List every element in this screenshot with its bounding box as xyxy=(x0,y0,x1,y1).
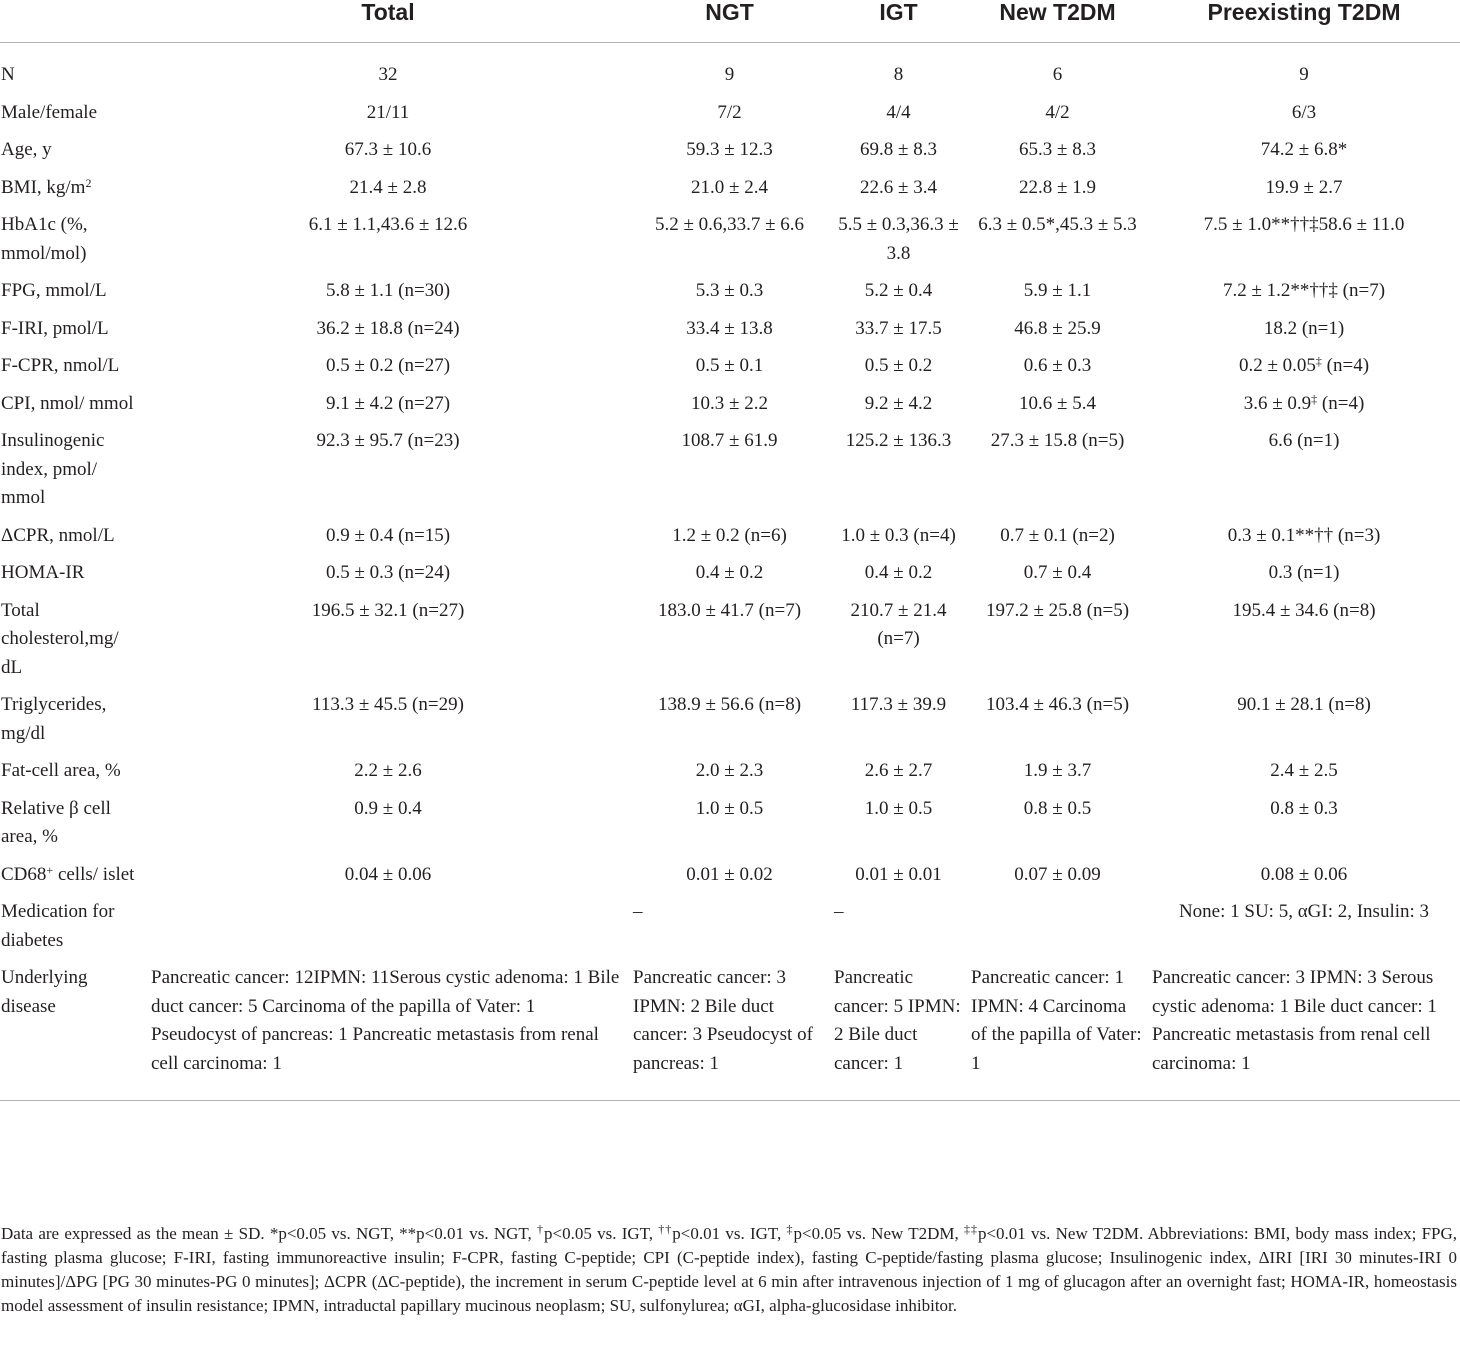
row-label: F-CPR, nmol/L xyxy=(1,355,120,376)
row-label: F-IRI, pmol/L xyxy=(1,317,109,339)
footnote-text: p<0.01 vs. New T2DM. Abbreviations: BMI, body mass index; FPG, fasting plasma glucose; F-IRI, fasting immunoreactive insulin; F-CPR, fasting C-peptide; CPI (C-peptide index), fasting C-peptide/fasting plasma glucose; Insulinogenic index, ΔIRI [IRI 30 minutes-IRI 0 minutes]/ΔPG [PG 30 minutes-PG 0 minutes]; ΔCPR (ΔC-peptide), the increment in serum C-peptide level at 6 min after intravenous injection of 1 mg of glucagon after an overnight fast; HOMA-IR, homeostasis model assessment of insulin resistance; IPMN, intraductal papillary mucinous neoplasm; SU, sulfonylurea; αGI, alpha-glucosidase inhibitor. xyxy=(1,1224,1458,1315)
row-label: Relative β cell area, % xyxy=(1,797,111,847)
cell-total: 21/11 xyxy=(366,101,410,123)
cell-new-t2dm: 0.6 ± 0.3 xyxy=(1023,355,1092,376)
row-label: N xyxy=(1,64,15,85)
row-label: Triglycerides, mg/dl xyxy=(1,694,107,744)
cell-ngt: 0.4 ± 0.2 xyxy=(695,562,764,583)
cell-value-tail: (n=4) xyxy=(1317,392,1365,414)
cell-total: 9.1 ± 4.2 (n=27) xyxy=(325,392,451,414)
cell-ngt: 5.3 ± 0.3 xyxy=(695,280,764,301)
table-row xyxy=(0,861,1460,899)
table-row xyxy=(0,315,1460,353)
row-label: Male/female xyxy=(1,101,98,123)
cell-new-t2dm: 46.8 ± 25.9 xyxy=(1014,317,1101,339)
cell-igt: 0.01 ± 0.01 xyxy=(855,863,942,885)
footnote-text: p<0.05 vs. New T2DM, xyxy=(793,1224,964,1243)
cell-total: 36.2 ± 18.8 (n=24) xyxy=(316,317,460,339)
header-new-t2dm: New T2DM xyxy=(967,0,1148,43)
header-igt: IGT xyxy=(830,0,967,43)
cell-new-t2dm: Pancreatic cancer: 1 IPMN: 4 Carcinoma of the papilla of Vater: 1 xyxy=(967,964,1148,1101)
cell-preexisting-t2dm xyxy=(1148,390,1460,428)
cell-total xyxy=(147,898,629,964)
cell-total: 0.04 ± 0.06 xyxy=(344,863,432,885)
cell-total: 0.9 ± 0.4 xyxy=(354,797,422,819)
row-label: Age, y xyxy=(1,139,52,160)
cell-new-t2dm: 0.7 ± 0.4 xyxy=(1023,562,1092,583)
table-row xyxy=(0,522,1460,560)
cell-ngt: 7/2 xyxy=(717,101,742,123)
cell-total: 0.5 ± 0.2 (n=27) xyxy=(325,355,451,376)
cell-preexisting-t2dm: 18.2 (n=1) xyxy=(1263,317,1345,339)
row-label: Medication for diabetes xyxy=(1,901,115,951)
row-label: FPG, mmol/L xyxy=(1,280,107,301)
cell-ngt: 33.4 ± 13.8 xyxy=(686,317,773,339)
cell-new-t2dm: 27.3 ± 15.8 (n=5) xyxy=(990,430,1125,451)
cell-igt: 1.0 ± 0.3 (n=4) xyxy=(841,524,956,546)
table-row xyxy=(0,795,1460,861)
table-row xyxy=(0,99,1460,137)
cell-igt: 2.6 ± 2.7 xyxy=(864,760,933,781)
cell-new-t2dm: 5.9 ± 1.1 xyxy=(1023,280,1092,301)
table-row xyxy=(0,390,1460,428)
cell-new-t2dm: 65.3 ± 8.3 xyxy=(1019,139,1096,160)
superscript: †† xyxy=(658,1222,673,1236)
row-label: HbA1c (%, mmol/mol) xyxy=(1,214,88,264)
cell-ngt: 21.0 ± 2.4 xyxy=(691,176,768,198)
footnote-text: p<0.05 vs. IGT, xyxy=(544,1224,659,1243)
table-row xyxy=(0,597,1460,692)
cell-total: 113.3 ± 45.5 (n=29) xyxy=(312,694,464,715)
superscript: ‡ xyxy=(1311,391,1318,406)
cell-igt: 0.5 ± 0.2 xyxy=(864,355,933,376)
table-row xyxy=(0,277,1460,315)
cell-new-t2dm: 1.9 ± 3.7 xyxy=(1023,760,1092,781)
cell-total: 92.3 ± 95.7 (n=23) xyxy=(316,430,460,451)
cell-new-t2dm: 197.2 ± 25.8 (n=5) xyxy=(985,599,1130,621)
cell-new-t2dm: 6 xyxy=(1052,64,1063,85)
cell-preexisting-t2dm: 74.2 ± 6.8* xyxy=(1260,139,1348,160)
row-label: Total cholesterol,mg/ dL xyxy=(1,599,119,678)
superscript: ‡‡ xyxy=(963,1222,978,1236)
table-row xyxy=(0,757,1460,795)
header-total: Total xyxy=(147,0,629,43)
cell-igt: 4/4 xyxy=(886,101,911,123)
cell-preexisting-t2dm: 195.4 ± 34.6 (n=8) xyxy=(1232,599,1376,621)
cell-preexisting-t2dm xyxy=(1148,352,1460,390)
cell-ngt: 108.7 ± 61.9 xyxy=(681,430,778,451)
header-row xyxy=(0,0,1460,43)
row-label-text: BMI, kg/m xyxy=(1,176,86,198)
cell-new-t2dm xyxy=(967,898,1148,964)
cell-preexisting-t2dm: 0.3 (n=1) xyxy=(1268,562,1340,583)
cell-ngt: 5.2 ± 0.6,33.7 ± 6.6 xyxy=(654,214,805,235)
cell-igt: 210.7 ± 21.4 (n=7) xyxy=(850,599,947,649)
cell-preexisting-t2dm: 0.08 ± 0.06 xyxy=(1260,863,1348,885)
cell-igt: 125.2 ± 136.3 xyxy=(845,430,952,451)
cell-preexisting-t2dm: 0.3 ± 0.1**†† (n=3) xyxy=(1227,524,1381,546)
superscript: † xyxy=(537,1222,545,1236)
table-row xyxy=(0,136,1460,174)
cell-igt: 5.5 ± 0.3,36.3 ± 3.8 xyxy=(838,214,959,264)
table-row xyxy=(0,964,1460,1101)
cell-preexisting-t2dm: Pancreatic cancer: 3 IPMN: 3 Serous cystic adenoma: 1 Bile duct cancer: 1 Pancreatic metastasis from renal cell carcinoma: 1 xyxy=(1148,964,1460,1101)
superscript: ‡ xyxy=(1315,354,1322,368)
row-label xyxy=(0,174,147,212)
cell-new-t2dm: 0.7 ± 0.1 (n=2) xyxy=(1000,524,1115,546)
row-label xyxy=(0,861,147,899)
cell-igt: 5.2 ± 0.4 xyxy=(864,280,933,301)
cell-ngt: 183.0 ± 41.7 (n=7) xyxy=(657,599,802,621)
cell-ngt: 10.3 ± 2.2 xyxy=(691,392,768,414)
cell-ngt: 1.0 ± 0.5 xyxy=(695,797,764,819)
cell-ngt: – xyxy=(633,901,643,922)
cell-total: 32 xyxy=(378,64,398,85)
header-preexisting-t2dm: Preexisting T2DM xyxy=(1148,0,1460,43)
row-label: CPI, nmol/ mmol xyxy=(1,392,134,414)
cell-igt: 69.8 ± 8.3 xyxy=(860,139,937,160)
cell-preexisting-t2dm: 7.2 ± 1.2**††‡ (n=7) xyxy=(1222,280,1386,301)
cell-preexisting-t2dm: 19.9 ± 2.7 xyxy=(1265,176,1343,198)
row-label: Fat-cell area, % xyxy=(1,760,121,781)
cell-new-t2dm: 0.8 ± 0.5 xyxy=(1023,797,1092,819)
cell-preexisting-t2dm: 2.4 ± 2.5 xyxy=(1270,760,1338,781)
cell-igt: 1.0 ± 0.5 xyxy=(864,797,933,819)
cell-ngt: 59.3 ± 12.3 xyxy=(686,139,773,160)
cell-igt: 9.2 ± 4.2 xyxy=(864,392,933,414)
cell-igt: 8 xyxy=(893,64,904,85)
table-row xyxy=(0,691,1460,757)
superscript: ‡ xyxy=(786,1222,794,1236)
cell-igt: 33.7 ± 17.5 xyxy=(855,317,942,339)
cell-new-t2dm: 4/2 xyxy=(1045,101,1070,123)
row-label-tail: cells/ islet xyxy=(53,863,135,885)
cell-total: 6.1 ± 1.1,43.6 ± 12.6 xyxy=(308,214,468,235)
cell-total: 21.4 ± 2.8 xyxy=(349,176,427,198)
cell-ngt: 9 xyxy=(724,64,735,85)
cell-total: 0.9 ± 0.4 (n=15) xyxy=(325,524,451,546)
cell-igt: Pancreatic cancer: 5 IPMN: 2 Bile duct cancer: 1 xyxy=(830,964,967,1101)
cell-total: Pancreatic cancer: 12IPMN: 11Serous cystic adenoma: 1 Bile duct cancer: 5 Carcinoma of the papilla of Vater: 1 Pseudocyst of pancreas: 1 Pancreatic metastasis from renal cell carcinoma: 1 xyxy=(147,964,629,1101)
row-label: HOMA-IR xyxy=(1,562,85,583)
cell-igt: 0.4 ± 0.2 xyxy=(864,562,933,583)
cell-ngt: 0.5 ± 0.1 xyxy=(695,355,764,376)
cell-ngt: 2.0 ± 2.3 xyxy=(695,760,764,781)
header-ngt: NGT xyxy=(629,0,830,43)
cell-new-t2dm: 10.6 ± 5.4 xyxy=(1019,392,1096,414)
cell-igt: 117.3 ± 39.9 xyxy=(850,694,947,715)
cell-ngt: Pancreatic cancer: 3 IPMN: 2 Bile duct cancer: 3 Pseudocyst of pancreas: 1 xyxy=(629,964,830,1101)
cell-total: 2.2 ± 2.6 xyxy=(354,760,422,781)
cell-new-t2dm: 6.3 ± 0.5*,45.3 ± 5.3 xyxy=(978,214,1137,235)
table-row xyxy=(0,352,1460,390)
table-footnote xyxy=(1,1222,1457,1318)
table-row xyxy=(0,174,1460,212)
cell-total: 5.8 ± 1.1 (n=30) xyxy=(325,280,451,301)
cell-preexisting-t2dm: 6.6 (n=1) xyxy=(1268,430,1340,451)
superscript: 2 xyxy=(85,175,92,190)
row-label: ΔCPR, nmol/L xyxy=(1,524,115,546)
table-row xyxy=(0,898,1460,964)
row-label-text: CD68 xyxy=(1,863,47,885)
table-row xyxy=(0,559,1460,597)
cell-preexisting-t2dm: 9 xyxy=(1299,64,1309,85)
cell-igt: 22.6 ± 3.4 xyxy=(860,176,937,198)
table-row xyxy=(0,43,1460,99)
row-label: Insulinogenic index, pmol/ mmol xyxy=(1,430,105,508)
cell-preexisting-t2dm: 6/3 xyxy=(1291,101,1317,123)
footnote-text: p<0.01 vs. IGT, xyxy=(672,1224,787,1243)
cell-total: 67.3 ± 10.6 xyxy=(344,139,432,160)
cell-new-t2dm: 22.8 ± 1.9 xyxy=(1019,176,1096,198)
cell-value: 0.2 ± 0.05 xyxy=(1238,355,1316,376)
cell-value: 3.6 ± 0.9 xyxy=(1243,392,1312,414)
cell-ngt: 138.9 ± 56.6 (n=8) xyxy=(657,694,802,715)
cell-preexisting-t2dm: 7.5 ± 1.0**††‡58.6 ± 11.0 xyxy=(1203,214,1405,235)
cell-total: 196.5 ± 32.1 (n=27) xyxy=(311,599,465,621)
superscript: + xyxy=(46,862,54,877)
cell-preexisting-t2dm: None: 1 SU: 5, αGI: 2, Insulin: 3 xyxy=(1178,901,1430,922)
cell-preexisting-t2dm: 0.8 ± 0.3 xyxy=(1270,797,1338,819)
header-label xyxy=(0,0,147,43)
cell-total: 0.5 ± 0.3 (n=24) xyxy=(325,562,451,583)
cell-new-t2dm: 0.07 ± 0.09 xyxy=(1014,863,1101,885)
cell-ngt: 1.2 ± 0.2 (n=6) xyxy=(672,524,787,546)
cell-preexisting-t2dm: 90.1 ± 28.1 (n=8) xyxy=(1237,694,1371,715)
footnote-text: Data are expressed as the mean ± SD. *p<0.05 vs. NGT, **p<0.01 vs. NGT, xyxy=(1,1224,538,1243)
cell-igt: – xyxy=(834,901,844,922)
table-row xyxy=(0,427,1460,522)
table-row xyxy=(0,211,1460,277)
cell-value-tail: (n=4) xyxy=(1321,355,1370,376)
cell-new-t2dm: 103.4 ± 46.3 (n=5) xyxy=(985,694,1130,715)
cell-ngt: 0.01 ± 0.02 xyxy=(686,863,773,885)
row-label: Underlying disease xyxy=(0,964,147,1101)
